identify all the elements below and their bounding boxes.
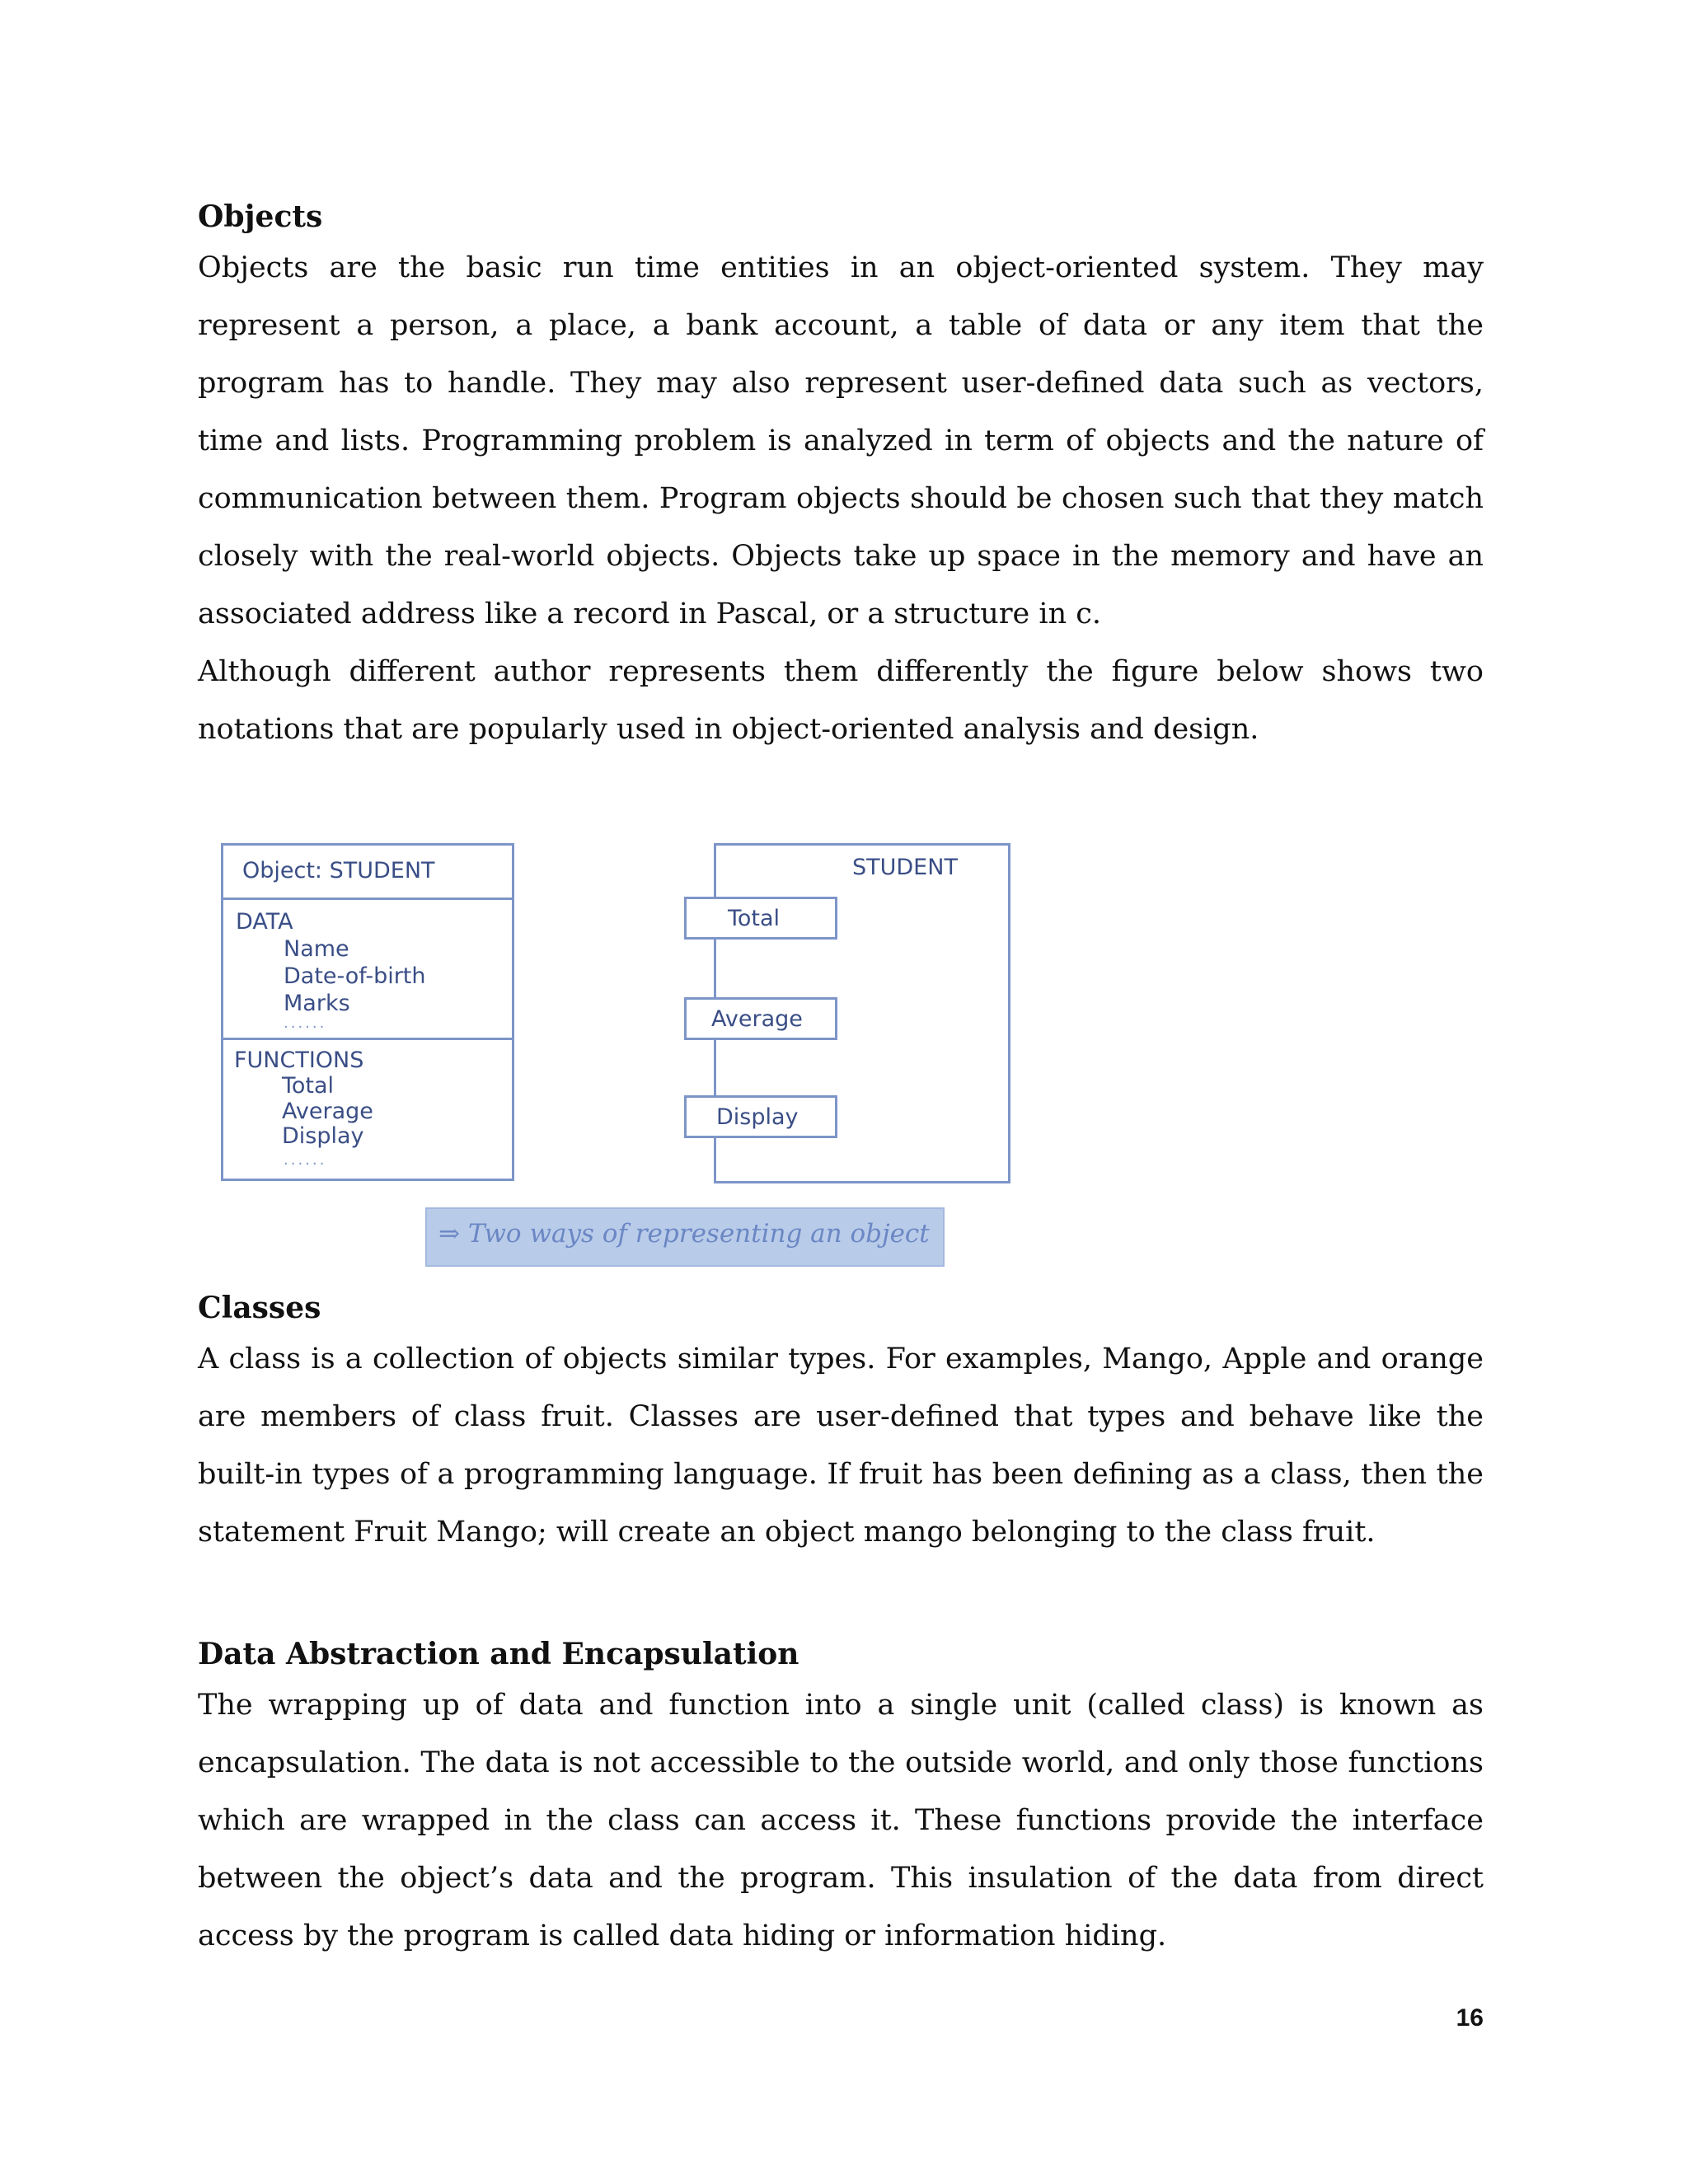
abstraction-heading: Data Abstraction and Encapsulation: [198, 1637, 799, 1671]
objects-section: [198, 194, 1484, 758]
figure-caption: ⇒ Two ways of representing an object: [438, 1219, 930, 1249]
method-average-box: [684, 997, 837, 1040]
classes-paragraph: A class is a collection of objects similar types. For examples, Mango, Apple and orange are members of class fruit. Classes are user-defined that types and behave like the built-in types of a programming language. If fruit has been defining as a class, then the statement Fruit Mango; will create an object mango belonging to the class fruit.: [198, 1343, 1484, 1549]
classes-heading: Classes: [198, 1291, 321, 1325]
student-box-right-edge: [1008, 843, 1010, 1183]
data-label: DATA: [236, 909, 293, 935]
data-item: Marks: [284, 991, 350, 1016]
method-label: Display: [716, 1104, 799, 1130]
page-number: 16: [1456, 2004, 1484, 2032]
method-display-box: [684, 1095, 837, 1138]
abstraction-section: [198, 1632, 1484, 1965]
function-item: Total: [282, 1073, 335, 1099]
objects-heading: Objects: [198, 199, 323, 234]
object-representation-figure: [204, 828, 1029, 1286]
student-box-title: STUDENT: [852, 855, 958, 880]
functions-ellipsis: ......: [284, 1151, 327, 1169]
method-total-box: [684, 897, 837, 940]
data-item: Date-of-birth: [284, 963, 426, 989]
notations-paragraph: Although different author represents them differently the figure below shows two notations that are popularly used in object-oriented analysis and design.: [198, 655, 1484, 746]
data-item: Name: [284, 936, 349, 962]
function-item: Display: [282, 1123, 364, 1149]
student-box-top-edge: [714, 843, 1010, 846]
box-divider: [221, 898, 514, 900]
functions-label: FUNCTIONS: [234, 1047, 364, 1073]
box-divider: [221, 1038, 514, 1040]
object-box-title: Object: STUDENT: [242, 858, 435, 883]
objects-paragraph: Objects are the basic run time entities in an object-oriented system. They may represent a person, a place, a bank account, a table of data or any item that the program has to handle. They may also represent user-defined data such as vectors, time and lists. Programming problem is analyzed in term of objects and the nature of communication between them. Program objects should be chosen such that they match closely with the real-world objects. Objects take up space in the memory and have an associated address like a record in Pascal, or a structure in c.: [198, 251, 1484, 630]
function-item: Average: [282, 1099, 373, 1124]
figure-caption-band: [425, 1207, 945, 1267]
object-student-box: [221, 843, 514, 1181]
method-label: Average: [711, 1006, 803, 1032]
data-ellipsis: ......: [284, 1015, 327, 1032]
abstraction-paragraph: The wrapping up of data and function into a single unit (called class) is known as encapsulation. The data is not accessible to the outside world, and only those functions which are wrapped in the class can access it. These functions provide the interface between the object’s data and the program. This insulation of the data from direct access by the program is called data hiding or information hiding.: [198, 1689, 1484, 1952]
student-box-bottom-edge: [714, 1181, 1010, 1183]
method-label: Total: [728, 906, 781, 931]
classes-section: [198, 1286, 1484, 1561]
